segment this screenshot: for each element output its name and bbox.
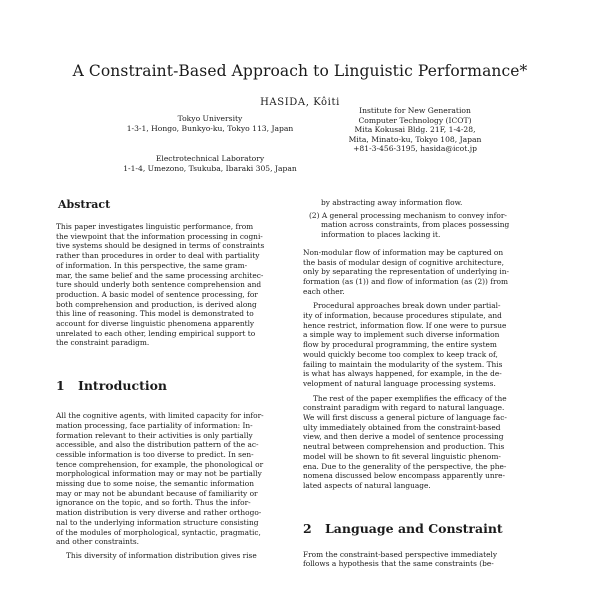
body-line: model will be shown to fit several linguistic phenom- [303,451,501,461]
affiliation-etl [100,154,320,173]
abstract-line: rather than procedures in order to deal with partiality [56,251,260,261]
right-paragraph-3 [303,394,539,491]
section-2-paragraph [303,550,539,569]
list-line: (2) A general processing mechanism to convey infor- [309,210,507,220]
body-line: only by separating the representation of underlying in- [303,267,510,277]
intro-line: formation relevant to their activities is only partially [56,430,253,440]
intro-line: nal to the underlying information structure consisting [56,517,259,527]
body-line: formation (as (1)) and flow of information (as (2)) from [303,276,508,286]
body-line: constraint paradigm with regard to natural language. [303,403,505,413]
body-line: is what has always happened, for example, in the de- [303,369,502,379]
abstract-line: the viewpoint that the information processing in cogni- [56,231,263,241]
author-name: HASIDA, Kôiti [260,97,340,108]
abstract-line: the constraint paradigm. [56,338,150,348]
affiliation-line: Institute for New Generation [359,106,471,115]
body-line: the basis of modular design of cognitive architecture, [303,257,505,267]
affiliation-line: 1-3-1, Hongo, Bunkyo-ku, Tokyo 113, Japan [126,123,294,133]
intro-line: mation distribution is very diverse and rather orthogo- [56,508,262,518]
body-line: neutral between comprehension and production. This [303,442,505,452]
affiliation-line: Mita, Minato-ku, Tokyo 108, Japan [348,134,482,144]
section-1-heading [56,378,288,394]
section-2-heading [303,521,539,537]
abstract-line: tive systems should be designed in terms of constraints [56,241,265,251]
body-line: would quickly become too complex to keep track of, [303,349,498,359]
body-line: ity of information, because procedures stipulate, and [303,311,502,321]
list-item-1-tail: by abstracting away information flow. [321,198,463,207]
body-line: Procedural approaches break down under partial- [313,301,501,311]
body-line: ulty immediately obtained from the constraint-based [303,422,501,432]
intro-line: tence comprehension, for example, the phonological or [56,459,264,469]
section-number: 2 [303,520,312,536]
intro-line: This diversity of information distribution gives rise [66,550,257,560]
intro-line: and other constraints. [56,537,139,547]
abstract-line: mar, the same belief and the same processing architec- [56,270,264,280]
body-line: nomena discussed below encompass apparently unre- [303,471,506,481]
abstract-line: unrelated to each other, lending empirical support to [56,328,256,338]
body-line: From the constraint-based perspective immediately [303,549,497,559]
list-line: information to places lacking it. [321,230,441,240]
intro-line: accessible, and also the distribution pattern of the ac- [56,440,259,450]
body-line: flow by procedural programming, the entire system [303,340,497,350]
intro-paragraph-1 [56,411,288,561]
list-line: mation across constraints, from places possessing [321,220,510,230]
affiliation-line: Mita Kokusai Bldg. 21F, 1-4-28, [354,125,476,135]
section-number: 1 [56,378,65,394]
body-line: velopment of natural language processing systems. [303,378,496,388]
body-line: lated aspects of natural language. [303,480,431,490]
abstract-line: this line of reasoning. This model is demonstrated to [56,309,254,319]
intro-line: cessible information is too diverse to predict. In sen- [56,449,254,459]
intro-line: missing due to some noise, the semantic information [56,479,254,489]
intro-line: ignorance on the topic, and so forth. Thus the infor- [56,498,251,508]
right-paragraph-1 [303,248,539,297]
body-line: The rest of the paper exemplifies the efficacy of the [313,393,507,403]
abstract-line: production. A basic model of sentence processing, for [56,289,258,299]
section-title: Introduction [78,378,168,394]
affiliation-line: 1-1-4, Umezono, Tsukuba, Ibaraki 305, Japan [123,163,297,173]
body-line: each other. [303,286,345,296]
body-line: hence restrict, information flow. If one were to pursue [303,320,507,330]
affiliation-line: Tokyo University [177,114,243,123]
section-title: Language and Constraint [325,520,503,536]
body-line: failing to maintain the modularity of the system. This [303,359,503,369]
affiliation-line: Computer Technology (ICOT) [358,115,472,125]
affiliation-line: +81-3-456-3195, hasida@icot.jp [353,144,477,154]
list-item-2 [303,211,539,240]
intro-line: may or may not be abundant because of familiarity or [56,488,258,498]
body-line: follows a hypothesis that the same constraints (be- [303,559,494,569]
abstract-line: This paper investigates linguistic performance, from [56,222,254,231]
abstract-line: account for diverse linguistic phenomena apparently [56,319,255,329]
abstract-line: of information. In this perspective, the same gram- [56,260,248,270]
abstract-line: both comprehension and production, is derived along [56,299,257,309]
right-paragraph-2 [303,301,539,388]
body-line: a simple way to implement such diverse information [303,330,500,340]
intro-line: mation processing, face partiality of information: In- [56,420,253,430]
paper-title: A Constraint-Based Approach to Linguistic Performance* [72,62,528,80]
intro-line: of the modules of morphological, syntactic, pragmatic, [56,527,261,537]
abstract-heading: Abstract [58,198,111,211]
intro-line: morphological information may or may not be partially [56,469,262,479]
affiliation-line: Electrotechnical Laboratory [155,154,265,163]
body-line: We will first discuss a general picture of language fac- [303,413,507,423]
body-line: Non-modular flow of information may be captured on [303,247,504,257]
body-line: view, and then derive a model of sentence processing [303,432,504,442]
body-line: ena. Due to the generality of the perspective, the phe- [303,461,507,471]
intro-line: All the cognitive agents, with limited capacity for infor- [56,411,264,421]
abstract-line: ture should underly both sentence comprehension and [56,280,262,290]
abstract-body [56,222,288,348]
affiliation-icot [315,106,515,154]
affiliation-tokyo-university [100,114,320,133]
right-column [303,198,539,569]
left-column [56,196,288,561]
